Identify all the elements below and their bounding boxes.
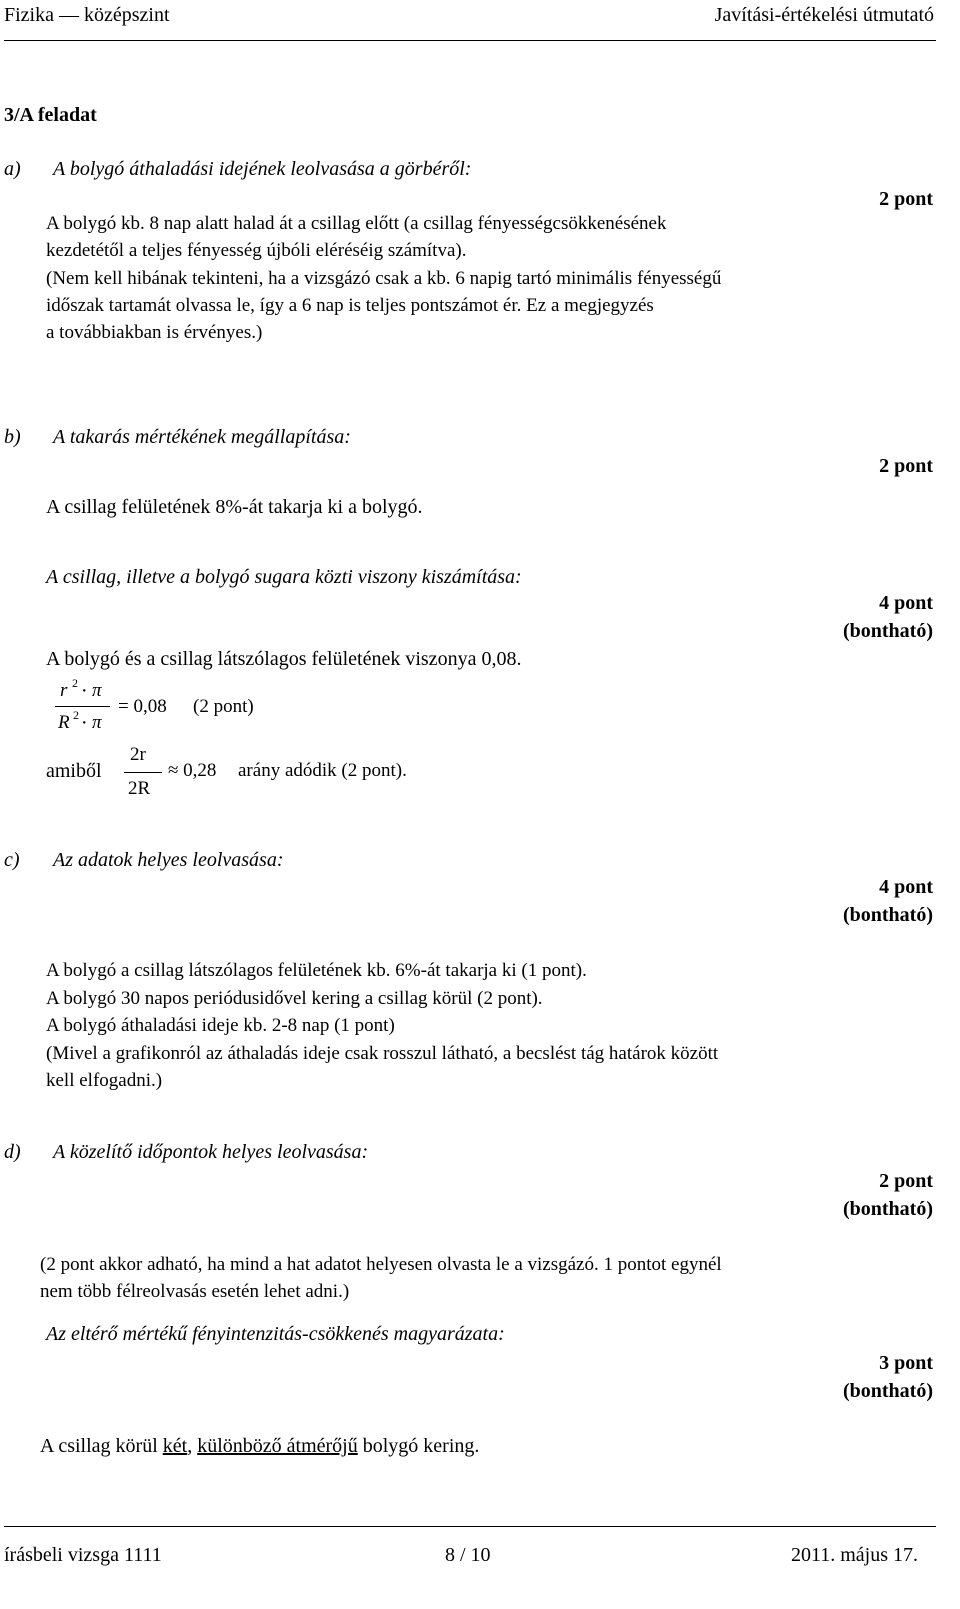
section-d-heading-2: Az eltérő mértékű fényintenzitás-csökkenés magyarázata: — [46, 1323, 505, 1345]
section-d-line-1: (2 pont akkor adható, ha mind a hat adatot helyesen olvasta le a vizsgázó. 1 pontot egynél — [40, 1254, 722, 1275]
eq1-fraction-line — [55, 706, 110, 707]
section-d-line-2: nem több félreolvasás esetén lehet adni.) — [40, 1281, 350, 1302]
section-d-heading: A közelítő időpontok helyes leolvasása: — [53, 1141, 369, 1163]
final-prefix: A csillag körül — [40, 1435, 163, 1457]
eq1-num-dot: ⋅ — [81, 681, 88, 702]
eq2-fraction-line — [124, 772, 162, 773]
header-left: Fizika — középszint — [4, 4, 170, 26]
section-c-line-2: A bolygó 30 napos periódusidővel kering a csillag körül (2 pont). — [46, 988, 543, 1009]
section-d-label: d) — [4, 1141, 21, 1163]
section-d-points: 2 pont — [879, 1170, 933, 1192]
section-a-points: 2 pont — [879, 188, 933, 210]
section-a-line-1: A bolygó kb. 8 nap alatt halad át a csillag előtt (a csillag fényességcsökkenésének — [46, 213, 667, 234]
section-c-line-3: A bolygó áthaladási ideje kb. 2-8 nap (1 pont) — [46, 1015, 395, 1036]
section-d-points-note: (bontható) — [842, 1198, 933, 1220]
section-b-points-2-note: (bontható) — [842, 620, 933, 642]
section-d-points-2: 3 pont — [879, 1352, 933, 1374]
eq2-note: arány adódik (2 pont). — [238, 760, 407, 781]
eq2-den: 2R — [128, 778, 151, 799]
final-separator: , — [187, 1435, 198, 1457]
section-b-points: 2 pont — [879, 455, 933, 477]
eq1-den-pi: π — [92, 712, 102, 733]
footer-right: 2011. május 17. — [790, 1544, 918, 1566]
eq1-den-R: R — [58, 712, 70, 733]
eq2-num: 2r — [130, 744, 146, 765]
eq1-den-exp: 2 — [73, 708, 79, 722]
eq1-den-dot: ⋅ — [81, 713, 88, 734]
section-a-line-5: a továbbiakban is érvényes.) — [46, 322, 263, 343]
eq1-rhs: = 0,08 — [118, 696, 167, 717]
section-a-heading: A bolygó áthaladási idejének leolvasása a görbéről: — [53, 158, 472, 180]
section-b-heading-2: A csillag, illetve a bolygó sugara közti viszony kiszámítása: — [46, 566, 522, 588]
section-b-line-2: A bolygó és a csillag látszólagos felületének viszonya 0,08. — [46, 648, 522, 670]
section-c-label: c) — [4, 849, 20, 871]
eq2-rhs: ≈ 0,28 — [168, 760, 217, 781]
final-underlined-2: különböző átmérőjű — [197, 1435, 358, 1457]
section-d-final-line — [40, 1435, 479, 1458]
section-c-line-4: (Mivel a grafikonról az áthaladás ideje csak rosszul látható, a becslést tág határok között — [46, 1043, 719, 1064]
footer-rule — [4, 1526, 936, 1527]
section-a-line-2: kezdetétől a teljes fényesség újbóli eléréséig számítva). — [46, 240, 467, 261]
section-c-line-5: kell elfogadni.) — [46, 1070, 163, 1091]
footer-left: írásbeli vizsga 1111 — [4, 1544, 162, 1566]
eq1-num-r: r — [60, 680, 68, 701]
eq1-num-exp: 2 — [72, 676, 78, 690]
section-a-label: a) — [4, 158, 21, 180]
header-right: Javítási-értékelési útmutató — [714, 4, 934, 26]
eq1-num-pi: π — [92, 680, 102, 701]
section-a-line-3: (Nem kell hibának tekinteni, ha a vizsgázó csak a kb. 6 napig tartó minimális fényességű — [46, 268, 722, 289]
task-title: 3/A feladat — [4, 104, 97, 126]
section-d-points-2-note: (bontható) — [842, 1380, 933, 1402]
eq1-note: (2 pont) — [193, 696, 254, 717]
section-b-points-2: 4 pont — [879, 592, 933, 614]
section-c-line-1: A bolygó a csillag látszólagos felületének kb. 6%-át takarja ki (1 pont). — [46, 960, 587, 981]
eq2-prefix: amiből — [46, 760, 102, 782]
section-b-label: b) — [4, 426, 21, 448]
section-c-points-note: (bontható) — [842, 904, 933, 926]
header-rule — [4, 40, 936, 41]
final-underlined-1: két — [162, 1435, 188, 1457]
section-c-points: 4 pont — [879, 876, 933, 898]
final-suffix: bolygó kering. — [357, 1435, 480, 1457]
footer-center: 8 / 10 — [445, 1544, 491, 1566]
section-b-heading: A takarás mértékének megállapítása: — [53, 426, 351, 448]
section-a-line-4: időszak tartamát olvassa le, így a 6 nap is teljes pontszámot ér. Ez a megjegyzés — [46, 295, 654, 316]
section-b-line: A csillag felületének 8%-át takarja ki a bolygó. — [46, 496, 423, 518]
section-c-heading: Az adatok helyes leolvasása: — [53, 849, 284, 871]
